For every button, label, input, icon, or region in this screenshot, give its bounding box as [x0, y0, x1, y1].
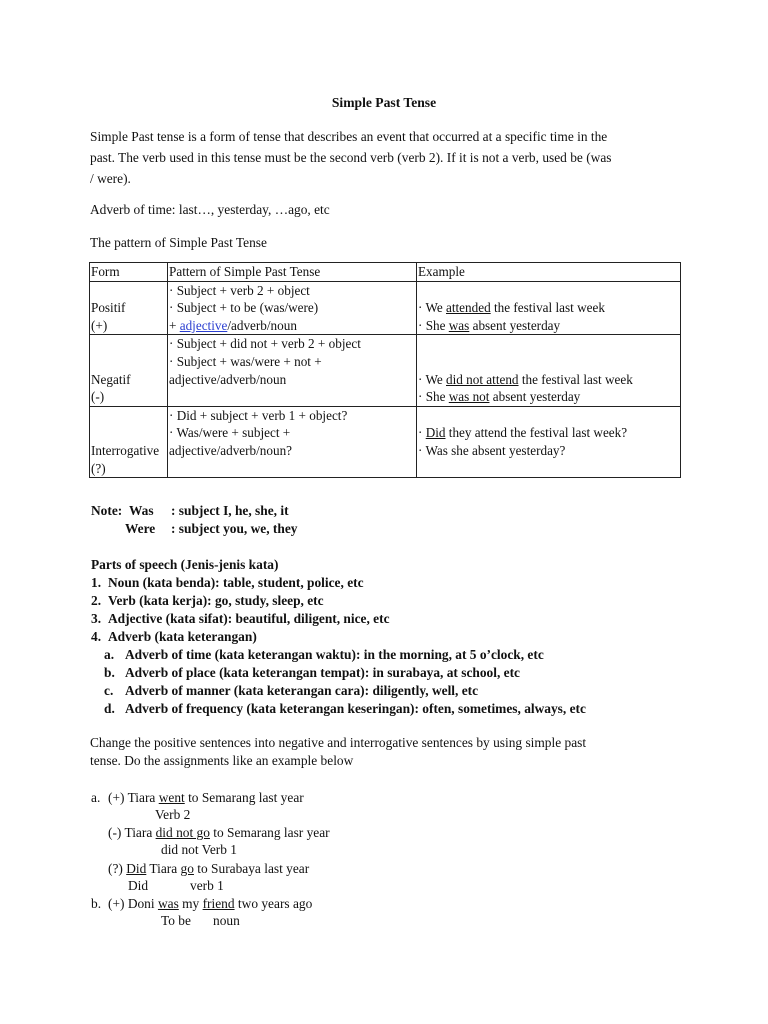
header-form: Form [90, 263, 168, 282]
pattern-line: adjective/adverb/noun [169, 371, 287, 387]
table-row-negatif [90, 335, 681, 406]
form-symbol: (-) [91, 389, 105, 405]
instructions-paragraph [90, 734, 680, 770]
pattern-table [89, 262, 681, 478]
example-a-positive-note: Verb 2 [155, 807, 191, 822]
table-row-interrogative [90, 406, 681, 477]
pattern-cell [168, 406, 417, 477]
adjective-link[interactable]: adjective [179, 317, 228, 333]
example-line: · She was not absent yesterday [418, 389, 581, 405]
note-was-word: Was [129, 503, 154, 518]
example-a-interrogative-note-verb: verb 1 [190, 878, 224, 893]
header-example: Example [417, 263, 681, 282]
example-line: · Was she absent yesterday? [418, 442, 566, 458]
intro-paragraph [90, 126, 680, 189]
example-a-negative-note: did not Verb 1 [161, 842, 238, 857]
example-cell [417, 335, 681, 406]
intro-line: past. The verb used in this tense must be the second verb (verb 2). If it is not a verb, used be (was [90, 150, 612, 165]
intro-line: / were). [90, 171, 131, 186]
instructions-line: tense. Do the assignments like an example below [90, 753, 354, 768]
pattern-heading: The pattern of Simple Past Tense [90, 235, 267, 250]
list-item: 1. Noun (kata benda): table, student, police, etc [91, 575, 364, 590]
example-line: · She was absent yesterday [418, 317, 561, 333]
example-b-note-tobe: To be [161, 913, 191, 928]
example-cell [417, 406, 681, 477]
example-line: · Did they attend the festival last week? [418, 425, 628, 441]
list-item: 4. Adverb (kata keterangan) [91, 629, 257, 644]
pattern-line: · Did + subject + verb 1 + object? [169, 407, 348, 423]
pattern-line: · Subject + verb 2 + object [169, 282, 310, 298]
intro-line: Simple Past tense is a form of tense that describes an event that occurred at a specific time in the [90, 129, 608, 144]
example-b-positive: (+) Doni was my friend two years ago [108, 896, 313, 911]
sub-list-item: b. Adverb of place (kata keterangan tempat): in surabaya, at school, etc [104, 665, 520, 680]
pattern-cell [168, 335, 417, 406]
sub-list-item: c. Adverb of manner (kata keterangan cara): diligently, well, etc [104, 683, 479, 698]
note-was-desc: : subject I, he, she, it [171, 503, 289, 518]
form-label: Positif [91, 300, 126, 316]
note-was-row [91, 502, 289, 520]
header-pattern: Pattern of Simple Past Tense [168, 263, 417, 282]
example-a-negative: (-) Tiara did not go to Semarang lasr year [108, 825, 330, 840]
note-were-row [91, 520, 297, 538]
example-line: · We attended the festival last week [418, 300, 605, 316]
page-title: Simple Past Tense [331, 95, 437, 110]
form-cell [90, 335, 168, 406]
form-symbol: (+) [91, 317, 108, 333]
pattern-line: · Subject + to be (was/were) [169, 300, 319, 316]
note-label: Note: [91, 503, 123, 518]
example-a-interrogative-note-did: Did [128, 878, 149, 893]
example-a-positive: (+) Tiara went to Semarang last year [108, 790, 304, 805]
pattern-line: · Subject + did not + verb 2 + object [169, 336, 361, 352]
example-a-label: a. [91, 790, 101, 805]
pattern-cell [168, 281, 417, 335]
form-symbol: (?) [91, 460, 106, 476]
parts-of-speech-heading: Parts of speech (Jenis-jenis kata) [91, 557, 279, 572]
form-label: Negatif [91, 371, 131, 387]
example-line: · We did not attend the festival last week [418, 371, 633, 387]
table-header-row [90, 263, 681, 282]
instructions-line: Change the positive sentences into negative and interrogative sentences by using simple past [90, 735, 587, 750]
pattern-line: adjective/adverb/noun? [169, 442, 293, 458]
sub-list-item: a. Adverb of time (kata keterangan waktu): in the morning, at 5 o’clock, etc [104, 647, 544, 662]
form-cell [90, 281, 168, 335]
form-cell [90, 406, 168, 477]
list-item: 2. Verb (kata kerja): go, study, sleep, etc [91, 593, 324, 608]
pattern-line: · Subject + was/were + not + [169, 353, 322, 369]
example-a-interrogative: (?) Did Tiara go to Surabaya last year [108, 861, 310, 876]
note-were-desc: : subject you, we, they [171, 521, 298, 536]
sub-list-item: d. Adverb of frequency (kata keterangan keseringan): often, sometimes, always, etc [104, 701, 586, 716]
table-row-positif [90, 281, 681, 335]
form-label: Interrogative [91, 442, 160, 458]
pattern-line: + adjective/adverb/noun [169, 317, 297, 333]
example-b-label: b. [91, 896, 102, 911]
pattern-line: · Was/were + subject + [169, 425, 291, 441]
example-cell [417, 281, 681, 335]
example-b-note-noun: noun [213, 913, 240, 928]
adverb-of-time-line: Adverb of time: last…, yesterday, …ago, etc [90, 202, 330, 217]
note-were-word: Were [125, 521, 156, 536]
list-item: 3. Adjective (kata sifat): beautiful, diligent, nice, etc [91, 611, 390, 626]
